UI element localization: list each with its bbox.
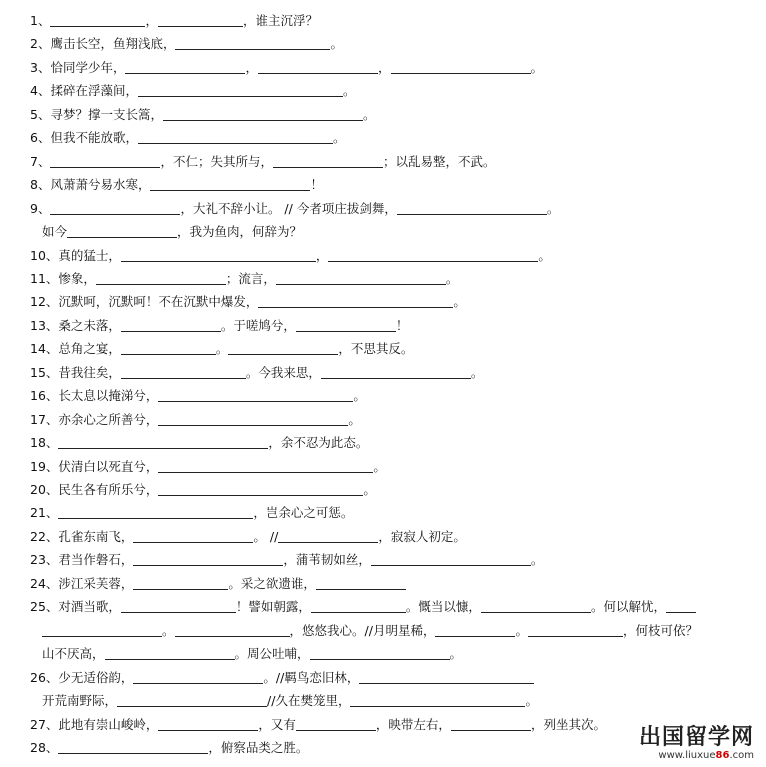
answer-blank[interactable] [138, 82, 343, 97]
question-text: ；流言， [225, 270, 276, 286]
answer-blank[interactable] [528, 622, 623, 637]
answer-blank[interactable] [138, 129, 333, 144]
question-text: ，映带左右， [375, 716, 451, 732]
answer-blank[interactable] [175, 622, 290, 637]
question-text: 。 [449, 646, 463, 662]
question-text: ，余不忍为此态。 [268, 435, 369, 451]
question-text: 。 [162, 622, 175, 638]
question-text: 如今 [42, 224, 68, 240]
question-text: ， [145, 13, 158, 28]
question-line [30, 104, 375, 126]
question-text: 10、真的猛士， [30, 247, 121, 263]
question-text: ！譬如朝露， [235, 599, 311, 615]
answer-blank[interactable] [50, 153, 160, 168]
question-text: 21、 [30, 505, 59, 521]
question-line [30, 33, 343, 55]
question-text: 4、揉碎在浮藻间， [30, 83, 138, 99]
answer-blank[interactable] [278, 528, 378, 543]
answer-blank[interactable] [311, 598, 406, 613]
question-line [30, 127, 345, 149]
question-text: ，我为鱼肉，何辞为？ [177, 224, 303, 240]
question-text: ，不思其反。 [338, 341, 414, 357]
answer-blank[interactable] [359, 669, 534, 684]
question-text: 17、亦余心之所善兮， [30, 411, 159, 427]
question-text: 。 [330, 36, 343, 52]
question-line [30, 10, 318, 32]
question-text: 。 [373, 458, 386, 474]
question-text: 山不厌高， [42, 646, 105, 662]
question-text: 。 [348, 411, 361, 427]
question-text: 11、惨象， [30, 270, 96, 286]
question-line [30, 315, 408, 337]
answer-blank[interactable] [391, 59, 531, 74]
question-text: 9、 [30, 200, 51, 216]
question-text: ！ [395, 317, 409, 333]
question-text: 。 [546, 200, 560, 216]
answer-blank[interactable] [58, 739, 208, 754]
question-text: 。 [363, 482, 376, 497]
answer-blank[interactable] [158, 387, 353, 402]
question-text: 。今我来思， [245, 364, 321, 380]
question-text: 5、寻梦？撑一支长篙， [30, 106, 163, 122]
question-line [30, 174, 323, 196]
answer-blank[interactable] [150, 176, 310, 191]
question-text: 。 [538, 247, 551, 263]
question-line [30, 151, 495, 173]
answer-blank[interactable] [42, 622, 162, 637]
question-line [30, 57, 543, 79]
question-text: 25、对酒当歌， [30, 599, 121, 615]
question-text: ，俯察品类之胜。 [208, 739, 309, 755]
question-text: 1、 [30, 13, 51, 28]
question-line [30, 596, 696, 618]
question-line [30, 456, 386, 478]
question-line [30, 667, 534, 689]
answer-blank[interactable] [121, 364, 246, 379]
question-line [30, 268, 458, 290]
question-line [42, 221, 302, 243]
question-text: 14、总角之宴， [30, 341, 121, 357]
question-text: ，岂余心之可惩。 [253, 505, 354, 521]
answer-blank[interactable] [67, 223, 177, 238]
question-line [30, 502, 353, 524]
question-text: 7、 [30, 153, 51, 169]
answer-blank[interactable] [158, 458, 373, 473]
answer-blank[interactable] [158, 12, 243, 27]
answer-blank[interactable] [175, 35, 330, 50]
question-text: ，不仁；失其所与， [160, 153, 273, 169]
question-text: 。 [332, 130, 346, 146]
answer-blank[interactable] [258, 59, 378, 74]
question-text: 。 // [253, 528, 279, 544]
question-line [30, 549, 543, 571]
answer-blank[interactable] [435, 622, 515, 637]
question-text: 开荒南野际， [42, 693, 118, 709]
question-line [30, 362, 483, 384]
answer-blank[interactable] [121, 340, 216, 355]
question-text: 。 [362, 106, 376, 122]
question-text: ！ [310, 177, 323, 193]
question-line [30, 479, 376, 501]
question-text: 2、鹰击长空，鱼翔浅底， [30, 36, 176, 52]
answer-blank[interactable] [158, 716, 258, 731]
question-line [30, 714, 606, 736]
question-text: ，谁主沉浮？ [242, 13, 318, 28]
answer-blank[interactable] [58, 504, 253, 519]
answer-blank[interactable] [121, 247, 316, 262]
question-text: 26、少无适俗韵， [30, 669, 134, 685]
question-line [42, 643, 462, 665]
question-text: 15、昔我往矣， [30, 364, 121, 380]
answer-blank[interactable] [133, 575, 228, 590]
answer-blank[interactable] [276, 270, 446, 285]
question-line [30, 198, 559, 220]
answer-blank[interactable] [273, 153, 383, 168]
question-text: ；以乱易整，不武。 [382, 153, 496, 169]
question-text: 18、 [30, 435, 59, 451]
question-text: 。 [215, 341, 229, 357]
question-text: 。 [353, 388, 366, 404]
question-text: 23、君当作磐石， [30, 552, 134, 568]
answer-blank[interactable] [481, 598, 591, 613]
answer-blank[interactable] [121, 317, 221, 332]
question-text: 8、风萧萧兮易水寒， [30, 177, 151, 193]
answer-blank[interactable] [350, 692, 525, 707]
question-text: ， [245, 59, 258, 75]
question-text: 13、桑之未落， [30, 317, 121, 333]
answer-blank[interactable] [50, 200, 180, 215]
question-text: 24、涉江采芙蓉， [30, 575, 134, 591]
answer-blank[interactable] [125, 59, 245, 74]
question-text: 。 [515, 622, 528, 638]
answer-blank[interactable] [133, 669, 263, 684]
question-line [30, 385, 366, 407]
question-line [42, 690, 538, 712]
answer-blank[interactable] [58, 434, 268, 449]
answer-blank[interactable] [451, 716, 531, 731]
question-text: ， [315, 247, 329, 263]
question-text: 27、此地有崇山峻岭， [30, 716, 159, 732]
site-watermark [639, 727, 754, 761]
answer-blank[interactable] [666, 598, 696, 613]
answer-blank[interactable] [96, 270, 226, 285]
question-line [30, 291, 466, 313]
question-text: 22、孔雀东南飞， [30, 528, 134, 544]
question-text: 28、 [30, 739, 59, 755]
question-text: 。 [342, 83, 356, 99]
question-text: 。慨当以慷， [405, 599, 481, 615]
watermark-url: www.liuxue86.com [658, 750, 754, 761]
answer-blank[interactable] [397, 200, 547, 215]
answer-blank[interactable] [50, 12, 145, 27]
answer-blank[interactable] [158, 411, 348, 426]
question-line [42, 620, 698, 642]
question-text: 。//羁鸟恋旧林， [263, 669, 360, 685]
answer-blank[interactable] [117, 692, 267, 707]
question-text: 。 [470, 364, 484, 380]
question-text: 。 [525, 693, 538, 709]
watermark-title: 出国留学网 [638, 725, 754, 750]
answer-blank[interactable] [105, 645, 235, 660]
question-text: ，大礼不辞小让。 // 今者项庄拔剑舞， [180, 200, 397, 216]
question-text: ， [377, 59, 391, 75]
question-text: 3、恰同学少年， [30, 59, 126, 75]
answer-blank[interactable] [158, 481, 363, 496]
question-text: 16、长太息以掩涕兮， [30, 388, 159, 404]
question-line [30, 737, 308, 759]
answer-blank[interactable] [133, 528, 253, 543]
question-line [30, 573, 406, 595]
answer-blank[interactable] [258, 293, 453, 308]
question-text: 6、但我不能放歌， [30, 130, 138, 146]
answer-blank[interactable] [310, 645, 450, 660]
question-text: 19、伏清白以死直兮， [30, 458, 159, 474]
question-text: 。 [445, 270, 459, 286]
question-line [30, 338, 413, 360]
question-text: 20、民生各有所乐兮， [30, 482, 159, 497]
question-text: ，寂寂人初定。 [378, 528, 466, 544]
question-text: 。 [453, 294, 466, 310]
question-text: 。周公吐哺， [234, 646, 310, 662]
question-text: 。于嗟鸠兮， [220, 317, 296, 333]
answer-blank[interactable] [328, 247, 538, 262]
question-text: 。 [530, 552, 544, 568]
question-line [30, 409, 361, 431]
answer-blank[interactable] [121, 598, 236, 613]
answer-blank[interactable] [321, 364, 471, 379]
question-text: ，又有 [258, 716, 296, 732]
question-text: 。采之欲遗谁， [228, 575, 316, 591]
question-text: 12、沉默呵，沉默呵！不在沉默中爆发， [30, 294, 259, 310]
question-text: 。何以解忧， [590, 599, 666, 615]
question-text: ，蒲苇韧如丝， [283, 552, 371, 568]
question-line [30, 526, 466, 548]
answer-blank[interactable] [316, 575, 406, 590]
answer-blank[interactable] [228, 340, 338, 355]
question-line [30, 245, 551, 267]
question-text: ，悠悠我心。//月明星稀， [289, 622, 436, 638]
answer-blank[interactable] [371, 551, 531, 566]
question-text: ，何枝可依？ [622, 622, 698, 638]
answer-blank[interactable] [296, 716, 376, 731]
question-text: 。 [530, 59, 544, 75]
question-text: ，列坐其次。 [530, 716, 606, 732]
question-line [30, 80, 355, 102]
answer-blank[interactable] [133, 551, 283, 566]
question-line [30, 432, 368, 454]
question-text: //久在樊笼里， [267, 693, 351, 709]
answer-blank[interactable] [296, 317, 396, 332]
answer-blank[interactable] [163, 106, 363, 121]
